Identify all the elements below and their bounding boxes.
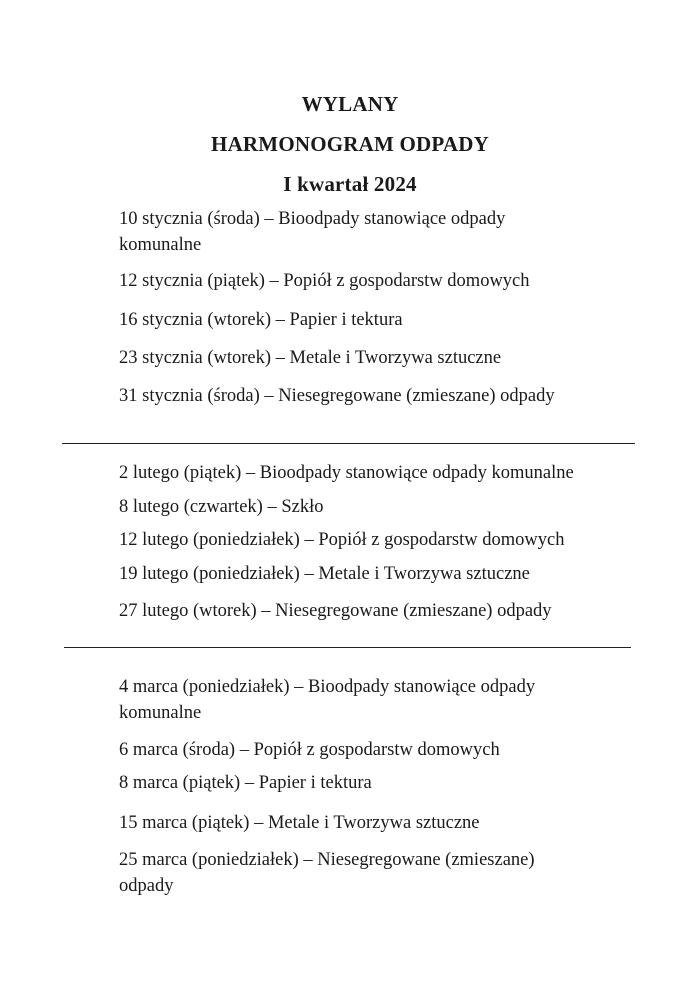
schedule-entry: [119, 307, 403, 333]
section-divider: [62, 443, 635, 444]
section-divider: [64, 647, 631, 648]
schedule-entry: [119, 527, 564, 553]
schedule-entry: [119, 268, 530, 294]
entry-text: 23 stycznia (wtorek) – Metale i Tworzywa sztuczne: [119, 348, 502, 368]
document-period: I kwartał 2024: [283, 172, 417, 196]
schedule-entry: [119, 598, 552, 624]
schedule-entry: [119, 494, 323, 520]
document-title: WYLANY: [301, 92, 399, 116]
entry-text: 4 marca (poniedziałek) – Bioodpady stanowiące odpady: [119, 677, 536, 697]
schedule-entry: [119, 737, 500, 763]
entry-text: 2 lutego (piątek) – Bioodpady stanowiące odpady komunalne: [119, 463, 574, 483]
entry-text-continued: komunalne: [119, 235, 202, 255]
entry-text: 31 stycznia (środa) – Niesegregowane (zmieszane) odpady: [119, 386, 555, 406]
entry-text: 27 lutego (wtorek) – Niesegregowane (zmieszane) odpady: [119, 601, 552, 621]
schedule-entry: [119, 460, 574, 486]
schedule-entry: [119, 383, 555, 409]
entry-text: 8 lutego (czwartek) – Szkło: [119, 497, 324, 517]
schedule-entry: [119, 674, 535, 726]
entry-text: 10 stycznia (środa) – Bioodpady stanowiące odpady: [119, 209, 506, 229]
schedule-entry: [119, 810, 480, 836]
document-subtitle: HARMONOGRAM ODPADY: [211, 132, 489, 156]
entry-text: 19 lutego (poniedziałek) – Metale i Tworzywa sztuczne: [119, 564, 530, 584]
schedule-entry: [119, 770, 372, 796]
entry-text: 12 lutego (poniedziałek) – Popiół z gospodarstw domowych: [119, 530, 565, 550]
schedule-entry: [119, 206, 505, 258]
entry-text: 25 marca (poniedziałek) – Niesegregowane (zmieszane): [119, 850, 535, 870]
entry-text-continued: komunalne: [119, 703, 202, 723]
entry-text: 16 stycznia (wtorek) – Papier i tektura: [119, 310, 403, 330]
schedule-entry: [119, 561, 530, 587]
entry-text: 6 marca (środa) – Popiół z gospodarstw domowych: [119, 740, 500, 760]
entry-text: 8 marca (piątek) – Papier i tektura: [119, 773, 372, 793]
entry-text: 12 stycznia (piątek) – Popiół z gospodarstw domowych: [119, 271, 530, 291]
entry-text: 15 marca (piątek) – Metale i Tworzywa sztuczne: [119, 813, 480, 833]
entry-text-continued: odpady: [119, 876, 174, 896]
schedule-entry: [119, 847, 535, 899]
schedule-entry: [119, 345, 501, 371]
